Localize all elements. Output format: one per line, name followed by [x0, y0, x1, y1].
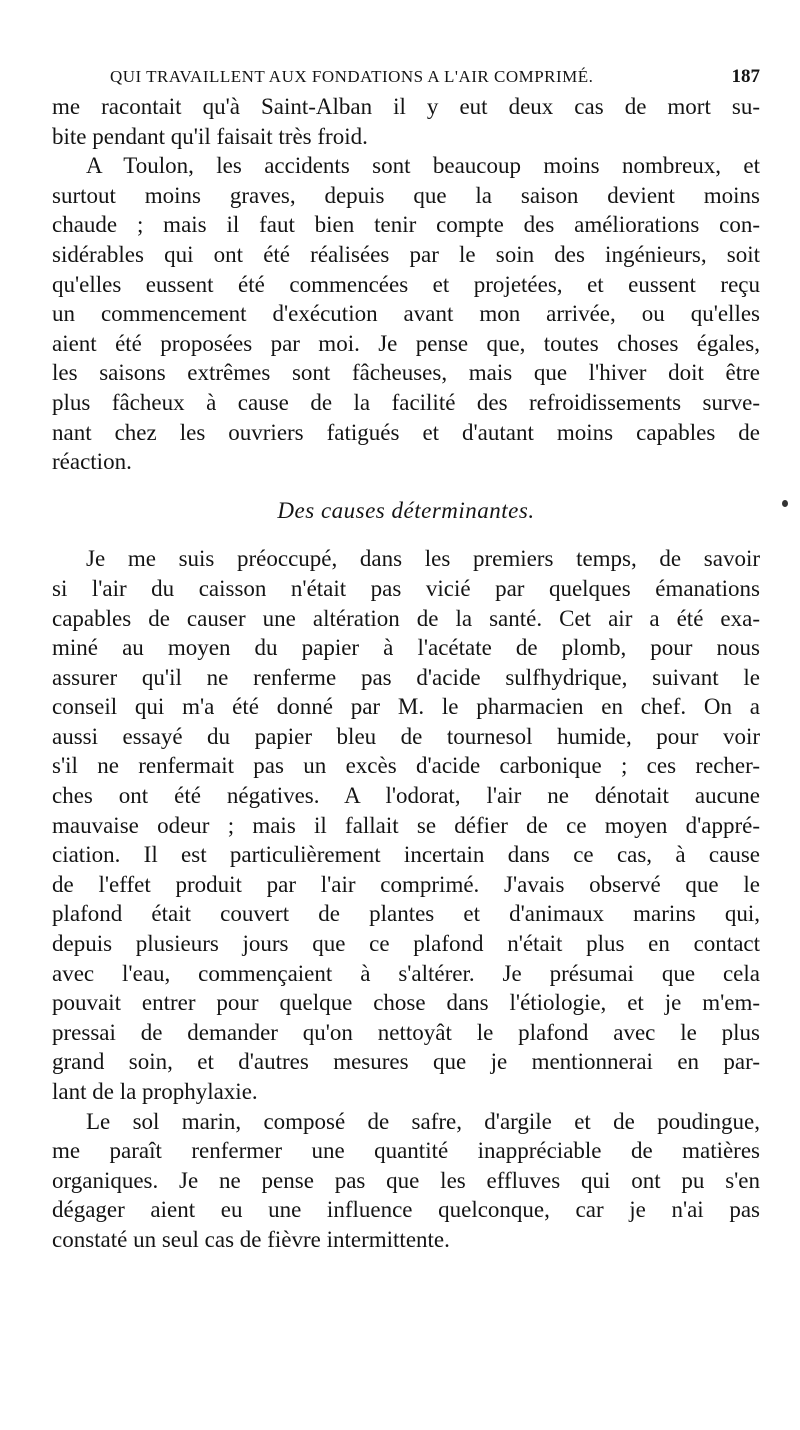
- text-line: plus fâcheux à cause de la facilité des refroidissements surve-: [52, 389, 760, 415]
- text-line: pouvait entrer pour quelque chose dans l'étiologie, et je m'em-: [52, 990, 760, 1016]
- text-line: qu'elles eussent été commencées et projetées, et eussent reçu: [52, 271, 760, 297]
- text-line: conseil qui m'a été donné par M. le pharmacien en chef. On a: [52, 694, 760, 720]
- text-line: Le sol marin, composé de safre, d'argile et de poudingue,: [86, 1108, 760, 1134]
- paragraph: [52, 544, 760, 1106]
- running-header: [52, 62, 760, 92]
- text-line: aient été proposées par moi. Je pense que, toutes choses égales,: [52, 330, 760, 356]
- paragraph: [52, 92, 760, 151]
- section-heading: Des causes déterminantes.: [277, 497, 535, 523]
- text-line: chaude ; mais il faut bien tenir compte des améliorations con-: [52, 212, 760, 238]
- text-line: A Toulon, les accidents sont beaucoup moins nombreux, et: [86, 153, 760, 179]
- text-line: organiques. Je ne pense pas que les effluves qui ont pu s'en: [52, 1167, 760, 1193]
- text-line: lant de la prophylaxie.: [52, 1079, 258, 1104]
- text-line: grand soin, et d'autres mesures que je mentionnerai en par-: [52, 1049, 760, 1075]
- text-line: s'il ne renfermait pas un excès d'acide carbonique ; ces recher-: [52, 753, 760, 779]
- text-line: ciation. Il est particulièrement incertain dans ce cas, à cause: [52, 842, 760, 868]
- text-line: avec l'eau, commençaient à s'altérer. Je présumai que cela: [52, 960, 760, 986]
- text-line: me paraît renfermer une quantité inappréciable de matières: [52, 1138, 760, 1164]
- text-line: bite pendant qu'il faisait très froid.: [52, 123, 368, 149]
- page-number: 187: [731, 66, 760, 87]
- text-line: me racontait qu'à Saint-Alban il y eut deux cas de mort su-: [52, 94, 760, 119]
- text-line: nant chez les ouvriers fatigués et d'autant moins capables de: [52, 419, 760, 445]
- text-line: constaté un seul cas de fièvre intermittente.: [52, 1226, 450, 1252]
- text-line: les saisons extrêmes sont fâcheuses, mais que l'hiver doit être: [52, 360, 760, 386]
- text-line: réaction.: [52, 449, 132, 475]
- book-page: [52, 62, 760, 1255]
- text-line: aussi essayé du papier bleu de tournesol humide, pour voir: [52, 723, 760, 749]
- text-line: mauvaise odeur ; mais il fallait se défier de ce moyen d'appré-: [52, 812, 760, 838]
- text-block-before-heading: [52, 92, 760, 477]
- paragraph: [52, 151, 760, 477]
- text-line: un commencement d'exécution avant mon arrivée, ou qu'elles: [52, 301, 760, 327]
- text-line: surtout moins graves, depuis que la saison devient moins: [52, 182, 760, 208]
- text-line: Je me suis préoccupé, dans les premiers temps, de savoir: [86, 546, 760, 572]
- text-line: assurer qu'il ne renferme pas d'acide sulfhydrique, suivant le: [52, 664, 760, 690]
- running-title: QUI TRAVAILLENT AUX FONDATIONS A L'AIR COMPRIMÉ.: [110, 67, 594, 86]
- text-line: miné au moyen du papier à l'acétate de plomb, pour nous: [52, 635, 760, 661]
- text-line: dégager aient eu une influence quelconque, car je n'ai pas: [52, 1197, 760, 1223]
- text-line: capables de causer une altération de la santé. Cet air a été exa-: [52, 605, 760, 631]
- text-line: de l'effet produit par l'air comprimé. J'avais observé que le: [52, 871, 760, 897]
- text-line: plafond était couvert de plantes et d'animaux marins qui,: [52, 901, 760, 927]
- text-line: sidérables qui ont été réalisées par le soin des ingénieurs, soit: [52, 241, 760, 267]
- text-line: depuis plusieurs jours que ce plafond n'était plus en contact: [52, 931, 760, 957]
- text-line: si l'air du caisson n'était pas vicié par quelques émanations: [52, 575, 760, 601]
- ink-speck: [782, 500, 788, 507]
- paragraph: [52, 1107, 760, 1255]
- text-block-after-heading: [52, 544, 760, 1254]
- text-line: pressai de demander qu'on nettoyât le plafond avec le plus: [52, 1019, 760, 1045]
- text-line: ches ont été négatives. A l'odorat, l'air ne dénotait aucune: [52, 783, 760, 809]
